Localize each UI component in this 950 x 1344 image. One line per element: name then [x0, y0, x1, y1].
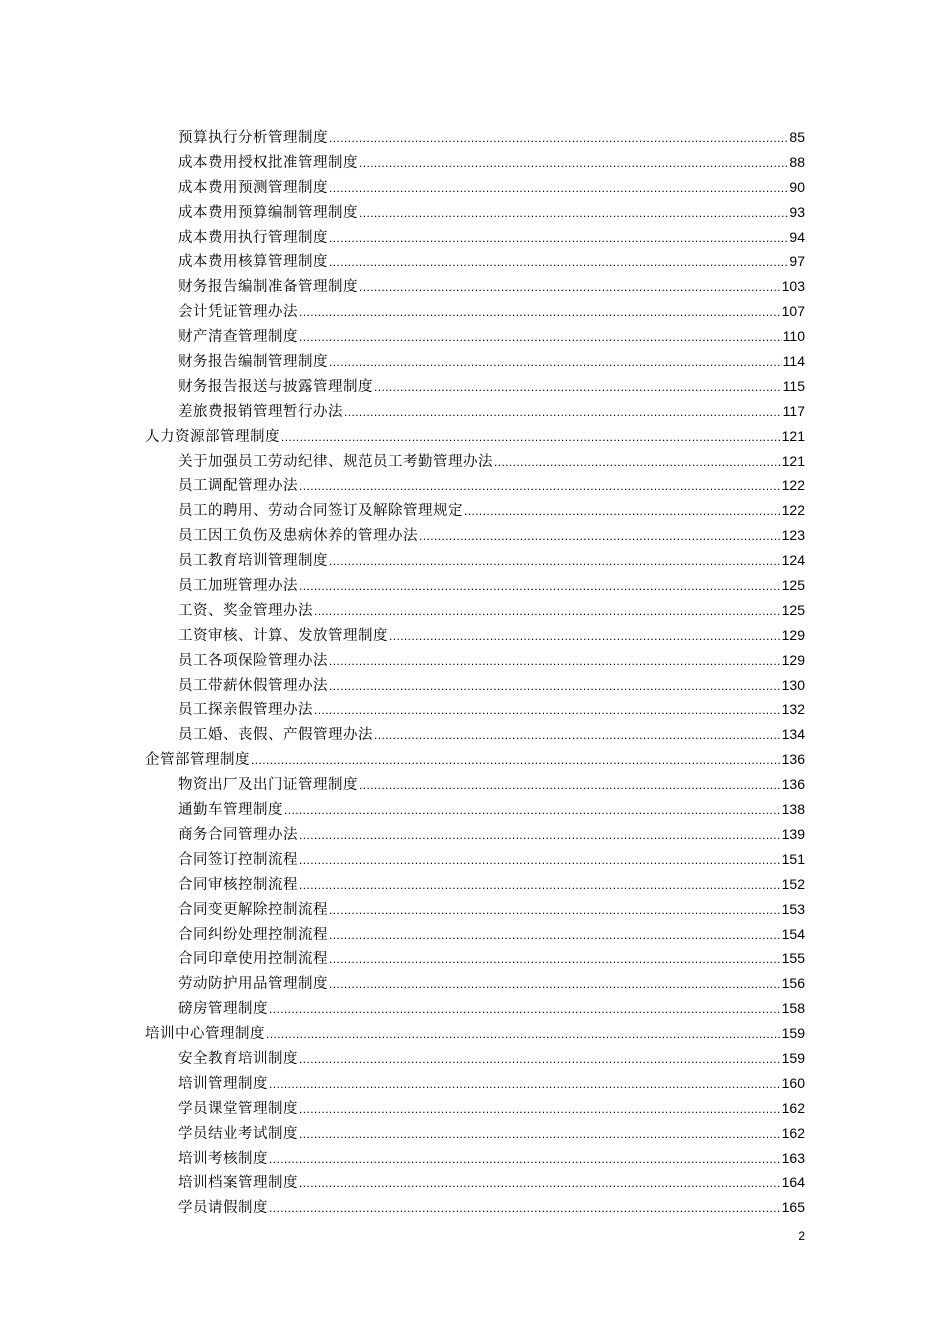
- toc-entry[interactable]: [0, 598, 950, 623]
- toc-dot-leader: [299, 300, 781, 325]
- toc-entry[interactable]: [0, 697, 950, 722]
- toc-dot-leader: [359, 275, 781, 300]
- toc-dot-leader: [464, 499, 781, 524]
- toc-entry-page-number: 110: [782, 328, 805, 345]
- toc-entry[interactable]: [0, 1121, 950, 1146]
- toc-entry[interactable]: [0, 274, 950, 299]
- toc-entry-line: [178, 847, 805, 873]
- toc-entry[interactable]: [0, 772, 950, 797]
- toc-entry[interactable]: [0, 648, 950, 673]
- toc-dot-leader: [329, 972, 781, 997]
- toc-dot-leader: [329, 226, 788, 251]
- toc-dot-leader: [299, 325, 782, 350]
- toc-entry-line: [178, 498, 805, 524]
- toc-entry[interactable]: [0, 573, 950, 598]
- toc-dot-leader: [299, 1047, 781, 1072]
- toc-entry-line: [178, 1046, 805, 1072]
- toc-entry-title: 会计凭证管理办法: [178, 304, 298, 321]
- toc-entry-page-number: 130: [781, 676, 805, 693]
- toc-entry-line: [178, 449, 805, 475]
- toc-entry-page-number: 90: [789, 178, 805, 195]
- toc-entry-title: 安全教育培训制度: [178, 1050, 298, 1067]
- toc-entry-title: 培训管理制度: [178, 1075, 268, 1092]
- toc-section-entry[interactable]: [0, 747, 950, 772]
- toc-dot-leader: [329, 250, 788, 275]
- toc-entry-line: [178, 274, 805, 300]
- toc-entry[interactable]: [0, 523, 950, 548]
- toc-entry-page-number: 121: [781, 427, 805, 444]
- toc-entry-page-number: 136: [781, 776, 805, 793]
- toc-entry-page-number: 125: [781, 601, 805, 618]
- toc-entry[interactable]: [0, 722, 950, 747]
- toc-dot-leader: [269, 1147, 781, 1172]
- toc-entry-page-number: 97: [789, 253, 805, 270]
- toc-dot-leader: [314, 599, 781, 624]
- toc-entry-line: [178, 722, 805, 748]
- toc-entry-page-number: 153: [781, 900, 805, 917]
- toc-entry-page-number: 124: [781, 552, 805, 569]
- toc-entry-line: [178, 946, 805, 972]
- toc-entry-title: 商务合同管理办法: [178, 826, 298, 843]
- toc-entry-title: 学员课堂管理制度: [178, 1100, 298, 1117]
- toc-entry-page-number: 151: [781, 850, 805, 867]
- toc-entry-page-number: 125: [781, 577, 805, 594]
- toc-entry-line: [178, 1121, 805, 1147]
- toc-entry[interactable]: [0, 673, 950, 698]
- toc-dot-leader: [266, 1022, 781, 1047]
- toc-entry-title: 员工因工负伤及患病休养的管理办法: [178, 528, 418, 545]
- toc-entry-page-number: 132: [781, 701, 805, 718]
- toc-entry-line: [178, 200, 805, 226]
- toc-dot-leader: [374, 375, 782, 400]
- toc-entry-title: 磅房管理制度: [178, 1001, 268, 1018]
- toc-entry-title: 财务报告编制准备管理制度: [178, 279, 358, 296]
- toc-entry-line: [178, 822, 805, 848]
- toc-entry-line: [178, 1170, 805, 1196]
- toc-entry-page-number: 159: [781, 1049, 805, 1066]
- toc-entry-title: 成本费用授权批准管理制度: [178, 154, 358, 171]
- toc-entry-line: [178, 225, 805, 251]
- toc-entry[interactable]: [0, 473, 950, 498]
- toc-dot-leader: [329, 947, 781, 972]
- toc-dot-leader: [329, 898, 781, 923]
- toc-entry-page-number: 85: [789, 129, 805, 145]
- toc-entry[interactable]: [0, 449, 950, 474]
- toc-entry-title: 预算执行分析管理制度: [178, 130, 328, 146]
- toc-entry-line: [178, 922, 805, 948]
- toc-entry-line: [178, 125, 805, 151]
- toc-entry[interactable]: [0, 1096, 950, 1121]
- toc-dot-leader: [299, 1097, 781, 1122]
- toc-entry-title: 成本费用预测管理制度: [178, 179, 328, 196]
- toc-dot-leader: [314, 698, 781, 723]
- toc-entry-page-number: 117: [782, 402, 805, 419]
- toc-entry-title: 人力资源部管理制度: [145, 428, 280, 445]
- toc-entry[interactable]: [0, 399, 950, 424]
- toc-entry-page-number: 156: [781, 975, 805, 992]
- toc-entry-title: 成本费用核算管理制度: [178, 254, 328, 271]
- toc-entry-title: 员工教育培训管理制度: [178, 553, 328, 570]
- toc-entry[interactable]: [0, 249, 950, 274]
- toc-entry-line: [178, 324, 805, 350]
- toc-dot-leader: [329, 923, 781, 948]
- toc-entry[interactable]: [0, 971, 950, 996]
- toc-entry-title: 员工带薪休假管理办法: [178, 677, 328, 694]
- toc-entry-title: 企管部管理制度: [145, 752, 250, 769]
- toc-entry-line: [178, 573, 805, 599]
- toc-dot-leader: [281, 425, 781, 450]
- toc-entry-page-number: 162: [781, 1124, 805, 1141]
- toc-entry-line: [178, 299, 805, 325]
- toc-entry[interactable]: [0, 847, 950, 872]
- toc-entry-line: [178, 349, 805, 375]
- toc-entry-page-number: 114: [782, 353, 805, 370]
- toc-dot-leader: [359, 773, 781, 798]
- toc-dot-leader: [299, 1122, 781, 1147]
- toc-entry-title: 培训考核制度: [178, 1150, 268, 1167]
- toc-entry-line: [178, 897, 805, 923]
- toc-entry-title: 员工的聘用、劳动合同签订及解除管理规定: [178, 503, 463, 520]
- toc-entry-title: 学员结业考试制度: [178, 1125, 298, 1142]
- toc-dot-leader: [494, 450, 781, 475]
- toc-entry-page-number: 129: [781, 626, 805, 643]
- toc-entry-title: 差旅费报销管理暂行办法: [178, 403, 343, 420]
- toc-entry-title: 员工各项保险管理办法: [178, 652, 328, 669]
- toc-dot-leader: [359, 201, 788, 226]
- toc-entry-page-number: 103: [781, 278, 805, 295]
- toc-entry[interactable]: [0, 1170, 950, 1195]
- toc-entry-title: 员工婚、丧假、产假管理办法: [178, 727, 373, 744]
- toc-dot-leader: [269, 1072, 781, 1097]
- toc-entry[interactable]: [0, 299, 950, 324]
- toc-entry-line: [145, 424, 805, 450]
- toc-entry-page-number: 115: [782, 377, 805, 394]
- toc-entry[interactable]: [0, 374, 950, 399]
- toc-dot-leader: [299, 823, 781, 848]
- toc-entry[interactable]: [0, 1146, 950, 1171]
- toc-entry-line: [178, 249, 805, 275]
- toc-entry[interactable]: [0, 1195, 950, 1220]
- toc-entry-line: [178, 374, 805, 400]
- toc-dot-leader: [374, 723, 781, 748]
- toc-entry-title: 财务报告编制管理制度: [178, 354, 328, 371]
- toc-entry-line: [178, 872, 805, 898]
- table-of-contents: [0, 125, 950, 1220]
- toc-entry-page-number: 123: [781, 527, 805, 544]
- toc-entry[interactable]: [0, 797, 950, 822]
- toc-entry-page-number: 152: [781, 875, 805, 892]
- toc-entry-page-number: 93: [789, 203, 805, 220]
- toc-entry-line: [178, 1146, 805, 1172]
- toc-entry-title: 员工加班管理办法: [178, 578, 298, 595]
- toc-entry-title: 财务报告报送与披露管理制度: [178, 378, 373, 395]
- toc-entry-title: 工资审核、计算、发放管理制度: [178, 627, 388, 644]
- toc-dot-leader: [284, 798, 781, 823]
- toc-entry-title: 关于加强员工劳动纪律、规范员工考勤管理办法: [178, 453, 493, 470]
- toc-entry-title: 员工探亲假管理办法: [178, 702, 313, 719]
- page-number: 2: [798, 1229, 805, 1243]
- toc-entry[interactable]: [0, 822, 950, 847]
- toc-dot-leader: [299, 873, 781, 898]
- toc-dot-leader: [359, 151, 788, 176]
- toc-entry-title: 合同签订控制流程: [178, 851, 298, 868]
- toc-entry-page-number: 138: [781, 801, 805, 818]
- toc-entry-line: [178, 473, 805, 499]
- toc-dot-leader: [299, 848, 781, 873]
- toc-dot-leader: [329, 674, 781, 699]
- toc-section-entry[interactable]: [0, 1021, 950, 1046]
- toc-entry-line: [178, 150, 805, 176]
- toc-entry-title: 劳动防护用品管理制度: [178, 976, 328, 993]
- toc-entry-title: 合同审核控制流程: [178, 876, 298, 893]
- toc-entry-line: [178, 1195, 805, 1221]
- toc-entry-line: [178, 673, 805, 699]
- toc-entry[interactable]: [0, 922, 950, 947]
- toc-entry[interactable]: [0, 548, 950, 573]
- toc-entry-title: 员工调配管理办法: [178, 478, 298, 495]
- toc-dot-leader: [329, 649, 781, 674]
- toc-entry[interactable]: [0, 1071, 950, 1096]
- toc-entry-title: 财产清查管理制度: [178, 329, 298, 346]
- toc-entry-page-number: 139: [781, 825, 805, 842]
- toc-entry-line: [145, 1021, 805, 1047]
- toc-entry-title: 培训中心管理制度: [145, 1026, 265, 1043]
- toc-entry-page-number: 122: [781, 502, 805, 519]
- toc-dot-leader: [269, 997, 781, 1022]
- toc-entry-line: [178, 1071, 805, 1097]
- toc-entry[interactable]: [0, 1046, 950, 1071]
- toc-entry[interactable]: [0, 349, 950, 374]
- toc-entry[interactable]: [0, 125, 950, 150]
- toc-entry-title: 学员请假制度: [178, 1200, 268, 1217]
- toc-entry[interactable]: [0, 996, 950, 1021]
- toc-entry-line: [178, 598, 805, 624]
- toc-entry-line: [178, 523, 805, 549]
- toc-entry-title: 合同印章使用控制流程: [178, 951, 328, 968]
- toc-entry-page-number: 134: [781, 726, 805, 743]
- toc-entry[interactable]: [0, 498, 950, 523]
- toc-entry-page-number: 88: [789, 153, 805, 170]
- toc-entry-line: [178, 1096, 805, 1122]
- toc-entry-page-number: 122: [781, 477, 805, 494]
- toc-entry[interactable]: [0, 324, 950, 349]
- toc-entry-page-number: 158: [781, 1000, 805, 1017]
- toc-dot-leader: [329, 549, 781, 574]
- toc-entry-page-number: 94: [789, 228, 805, 245]
- toc-entry-page-number: 165: [781, 1199, 805, 1216]
- toc-section-entry[interactable]: [0, 424, 950, 449]
- toc-entry-line: [178, 971, 805, 997]
- toc-dot-leader: [344, 400, 782, 425]
- toc-dot-leader: [299, 474, 781, 499]
- toc-entry-line: [178, 623, 805, 649]
- toc-entry-page-number: 162: [781, 1099, 805, 1116]
- toc-entry-title: 合同纠纷处理控制流程: [178, 926, 328, 943]
- toc-entry[interactable]: [0, 872, 950, 897]
- toc-entry-title: 成本费用预算编制管理制度: [178, 204, 358, 221]
- toc-entry-line: [178, 175, 805, 201]
- toc-entry-page-number: 164: [781, 1174, 805, 1191]
- toc-entry-page-number: 154: [781, 925, 805, 942]
- toc-dot-leader: [299, 574, 781, 599]
- toc-entry-line: [178, 996, 805, 1022]
- toc-entry[interactable]: [0, 175, 950, 200]
- toc-entry[interactable]: [0, 200, 950, 225]
- toc-entry-title: 培训档案管理制度: [178, 1175, 298, 1192]
- toc-entry[interactable]: [0, 623, 950, 648]
- toc-dot-leader: [419, 524, 781, 549]
- toc-entry-line: [178, 772, 805, 798]
- toc-dot-leader: [299, 1171, 781, 1196]
- toc-entry-line: [178, 797, 805, 823]
- toc-entry-page-number: 136: [781, 751, 805, 768]
- toc-entry-page-number: 159: [781, 1025, 805, 1042]
- toc-entry[interactable]: [0, 150, 950, 175]
- toc-entry-line: [178, 548, 805, 574]
- toc-dot-leader: [389, 624, 781, 649]
- toc-entry-line: [178, 697, 805, 723]
- toc-entry-title: 工资、奖金管理办法: [178, 602, 313, 619]
- toc-entry-page-number: 163: [781, 1149, 805, 1166]
- toc-dot-leader: [251, 748, 781, 773]
- toc-entry-page-number: 160: [781, 1074, 805, 1091]
- toc-dot-leader: [329, 126, 788, 151]
- toc-entry[interactable]: [0, 225, 950, 250]
- toc-entry-line: [145, 747, 805, 773]
- toc-entry-page-number: 121: [781, 452, 805, 469]
- toc-entry-page-number: 129: [781, 651, 805, 668]
- toc-entry-title: 合同变更解除控制流程: [178, 901, 328, 918]
- toc-entry-page-number: 107: [781, 303, 805, 320]
- toc-dot-leader: [329, 176, 788, 201]
- toc-entry[interactable]: [0, 897, 950, 922]
- toc-entry-title: 成本费用执行管理制度: [178, 229, 328, 246]
- toc-entry[interactable]: [0, 946, 950, 971]
- toc-dot-leader: [269, 1196, 781, 1221]
- toc-entry-title: 通勤车管理制度: [178, 802, 283, 819]
- toc-entry-line: [178, 648, 805, 674]
- toc-entry-title: 物资出厂及出门证管理制度: [178, 777, 358, 794]
- toc-dot-leader: [329, 350, 782, 375]
- toc-entry-line: [178, 399, 805, 425]
- toc-entry-page-number: 155: [781, 950, 805, 967]
